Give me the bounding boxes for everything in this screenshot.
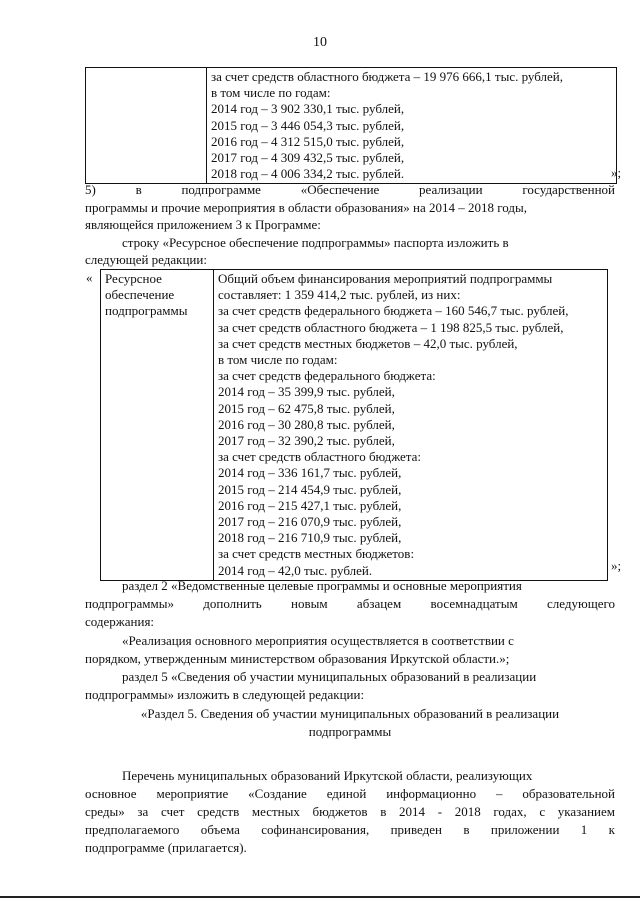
para3-line: среды» за счет средств местных бюджетов в 2014 - 2018 годах, с указанием (85, 804, 615, 819)
table2-label-line: Ресурсное (105, 271, 162, 286)
table2-line: в том числе по годам: (218, 352, 338, 368)
para3-line: предполагаемого объема софинансирования, приведен в приложении 1 к (85, 822, 615, 837)
para1-line: программы и прочие мероприятия в области образования» на 2014 – 2018 годы, (85, 200, 527, 215)
table1-line: за счет средств областного бюджета – 19 976 666,1 тыс. рублей, (211, 69, 564, 84)
table1-text-cell (207, 68, 617, 184)
para2-line: порядком, утвержденным министерством образования Иркутской области.»; (85, 651, 510, 666)
table1-line: 2018 год – 4 006 334,2 тыс. рублей. (211, 166, 405, 182)
table1-line: 2014 год – 3 902 330,1 тыс. рублей, (211, 101, 405, 117)
table2-line: 2017 год – 32 390,2 тыс. рублей, (218, 433, 395, 449)
page-number: 10 (313, 35, 327, 50)
table2-line: 2015 год – 214 454,9 тыс. рублей, (218, 481, 402, 497)
funding-table-continuation (85, 67, 617, 184)
table2-line: за счет средств областного бюджета – 1 198 825,5 тыс. рублей, (218, 319, 564, 335)
bottom-rule (0, 896, 640, 898)
para2-line: подпрограммы» изложить в следующей редакции: (85, 687, 365, 702)
table1-label-cell (86, 68, 207, 184)
table2-line: за счет средств федерального бюджета – 160 546,7 тыс. рублей, (218, 303, 569, 319)
table1-line: 2017 год – 4 309 432,5 тыс. рублей, (211, 150, 405, 166)
table2-line: 2014 год – 336 161,7 тыс. рублей, (218, 465, 402, 481)
para2-line: подпрограммы» дополнить новым абзацем восемнадцатым следующего (85, 596, 615, 611)
para3-line: подпрограмме (прилагается). (85, 840, 247, 855)
table2-line: Общий объем финансирования мероприятий подпрограммы (218, 271, 553, 286)
table2-line: 2014 год – 42,0 тыс. рублей. (218, 562, 373, 578)
table2-label-line: обеспечение (105, 287, 175, 303)
para1-line: строку «Ресурсное обеспечение подпрограммы» паспорта изложить в (122, 235, 509, 250)
table2-line: 2016 год – 215 427,1 тыс. рублей, (218, 497, 402, 513)
table2-line: 2017 год – 216 070,9 тыс. рублей, (218, 514, 402, 530)
para1-line: следующей редакции: (85, 252, 207, 267)
table2-label-cell (101, 270, 214, 581)
para1-line: 5) в подпрограмме «Обеспечение реализации государственной (85, 182, 615, 197)
table1-close-quote: »; (611, 165, 622, 180)
section-title: подпрограммы (308, 724, 392, 739)
table2-line: 2016 год – 30 280,8 тыс. рублей, (218, 416, 395, 432)
table1-line: 2015 год – 3 446 054,3 тыс. рублей, (211, 117, 405, 133)
para2-line: раздел 2 «Ведомственные целевые программы и основные мероприятия (122, 578, 522, 593)
para2-line: раздел 5 «Сведения об участии муниципальных образований в реализации (122, 669, 537, 684)
table2-label-line: подпрограммы (105, 303, 188, 319)
resource-provision-table (100, 269, 608, 581)
table2-line: за счет средств федерального бюджета: (218, 368, 436, 384)
para3-line: основное мероприятие «Создание единой информационно – образовательной (85, 786, 615, 801)
table1-line: в том числе по годам: (211, 85, 331, 101)
para1-line: являющейся приложением 3 к Программе: (85, 217, 321, 232)
table1-line: 2016 год – 4 312 515,0 тыс. рублей, (211, 133, 405, 149)
table2-line: 2014 год – 35 399,9 тыс. рублей, (218, 384, 395, 400)
table2-line: за счет средств местных бюджетов – 42,0 тыс. рублей, (218, 335, 518, 351)
table2-line: 2018 год – 216 710,9 тыс. рублей, (218, 530, 402, 546)
table2-close-quote: »; (611, 558, 622, 573)
para2-line: «Реализация основного мероприятия осуществляется в соответствии с (122, 633, 514, 648)
table2-text-cell (214, 270, 608, 581)
table2-open-quote: « (86, 270, 93, 285)
section-title: «Раздел 5. Сведения об участии муниципальных образований в реализации (140, 706, 560, 721)
para3-line: Перечень муниципальных образований Иркутской области, реализующих (122, 768, 533, 783)
table2-line: 2015 год – 62 475,8 тыс. рублей, (218, 400, 395, 416)
table2-line: составляет: 1 359 414,2 тыс. рублей, из них: (218, 287, 461, 303)
table2-line: за счет средств местных бюджетов: (218, 546, 415, 562)
table2-line: за счет средств областного бюджета: (218, 449, 422, 465)
para2-line: содержания: (85, 614, 155, 629)
